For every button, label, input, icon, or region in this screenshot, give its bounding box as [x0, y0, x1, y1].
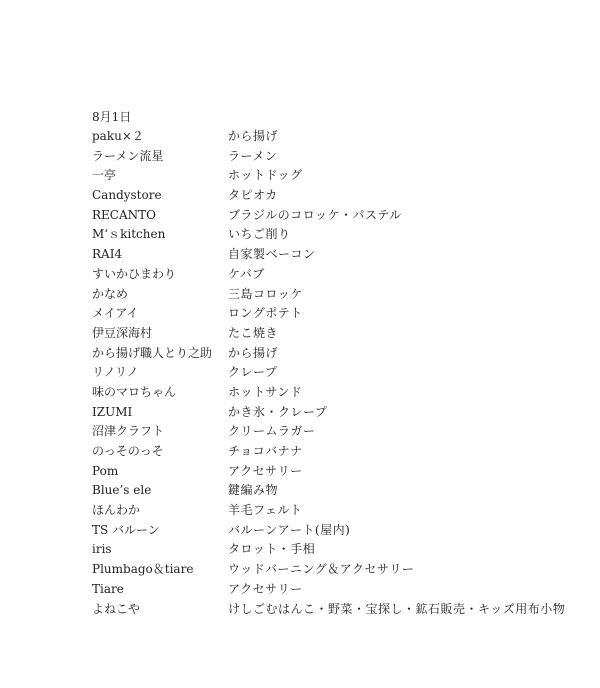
- vendor-name: Blue’s ele: [92, 483, 152, 498]
- vendor-item: ラーメン: [228, 148, 278, 163]
- vendor-item: から揚げ: [228, 129, 279, 143]
- vendor-row: [92, 560, 565, 580]
- vendor-name: RECANTO: [92, 207, 156, 222]
- vendor-row: [92, 186, 565, 206]
- vendor-item: ホットドッグ: [228, 168, 303, 183]
- vendor-name: M‘ｓkitchen: [92, 227, 166, 242]
- vendor-row: [92, 600, 565, 620]
- vendor-item: ロングポテト: [228, 306, 303, 321]
- vendor-name: から揚げ職人とり之助: [92, 345, 213, 360]
- vendor-name: iris: [92, 542, 112, 557]
- vendor-row: [92, 383, 565, 403]
- vendor-row: [92, 403, 565, 423]
- vendor-name: Plumbago＆tiare: [92, 562, 194, 577]
- vendor-name: ラーメン流星: [92, 148, 164, 163]
- vendor-row: [92, 285, 565, 305]
- vendor-row: [92, 442, 565, 462]
- vendor-row: [92, 540, 565, 560]
- vendor-row: [92, 166, 565, 186]
- vendor-item: ブラジルのコロッケ・パステル: [228, 207, 402, 222]
- vendor-row: [92, 580, 565, 600]
- vendor-name: 伊豆深海村: [92, 325, 153, 340]
- vendor-name: paku×２: [92, 129, 144, 143]
- vendor-item: けしごむはんこ・野菜・宝探し・鉱石販売・キッズ用布小物: [228, 601, 566, 616]
- vendor-row: [92, 501, 565, 521]
- vendor-name: Pom: [92, 463, 119, 478]
- vendor-name: Candystore: [92, 188, 162, 203]
- vendor-name: かなめ: [92, 286, 129, 301]
- vendor-row: [92, 245, 565, 265]
- vendor-name: Tiare: [92, 581, 124, 596]
- vendor-list: [92, 127, 565, 619]
- vendor-name: IZUMI: [92, 404, 133, 419]
- vendor-item: 自家製ベーコン: [228, 247, 316, 262]
- vendor-row: [92, 147, 565, 167]
- vendor-item: チョコバナナ: [228, 444, 303, 458]
- vendor-row: [92, 363, 565, 383]
- vendor-item: ホットサンド: [228, 384, 303, 399]
- vendor-row: [92, 344, 565, 364]
- vendor-name: すいかひまわり: [92, 266, 177, 281]
- vendor-row: [92, 462, 565, 482]
- vendor-name: RAI4: [92, 247, 123, 262]
- vendor-item: 三島コロッケ: [228, 286, 303, 301]
- date-heading: 8月1日: [92, 110, 132, 124]
- vendor-item: アクセサリー: [228, 463, 303, 478]
- vendor-name: のっそのっそ: [92, 444, 164, 458]
- vendor-row: [92, 422, 565, 442]
- vendor-item: かき氷・クレープ: [228, 404, 328, 419]
- vendor-row: [92, 265, 565, 285]
- vendor-name: リノリノ: [92, 365, 139, 380]
- vendor-item: ウッドバーニング＆アクセサリー: [228, 562, 415, 577]
- vendor-item: たこ焼き: [228, 325, 279, 340]
- vendor-item: クレープ: [228, 365, 278, 380]
- vendor-name: 味のマロちゃん: [92, 384, 177, 399]
- vendor-name: メイアイ: [92, 306, 139, 321]
- vendor-row: [92, 481, 565, 501]
- vendor-item: 羊毛フェルト: [228, 503, 303, 518]
- vendor-name: ほんわか: [92, 503, 141, 518]
- vendor-row: [92, 521, 565, 541]
- vendor-item: バルーンアート(屋内): [228, 522, 351, 537]
- vendor-item: ケバブ: [228, 266, 265, 281]
- vendor-row: [92, 324, 565, 344]
- vendor-item: タロット・手相: [228, 542, 316, 557]
- vendor-item: いちご削り: [228, 227, 291, 242]
- vendor-item: タピオカ: [228, 188, 278, 203]
- vendor-row: [92, 225, 565, 245]
- vendor-item: クリームラガー: [228, 424, 316, 439]
- vendor-item: 鍵編み物: [228, 483, 279, 498]
- vendor-row: [92, 206, 565, 226]
- vendor-row: [92, 127, 565, 147]
- vendor-row: [92, 304, 565, 324]
- vendor-name: TS バルーン: [92, 522, 160, 537]
- vendor-item: アクセサリー: [228, 581, 303, 596]
- vendor-name: よねこや: [92, 601, 141, 616]
- vendor-name: 沼津クラフト: [92, 424, 165, 439]
- vendor-item: から揚げ: [228, 345, 279, 360]
- vendor-name: 一亭: [92, 168, 117, 183]
